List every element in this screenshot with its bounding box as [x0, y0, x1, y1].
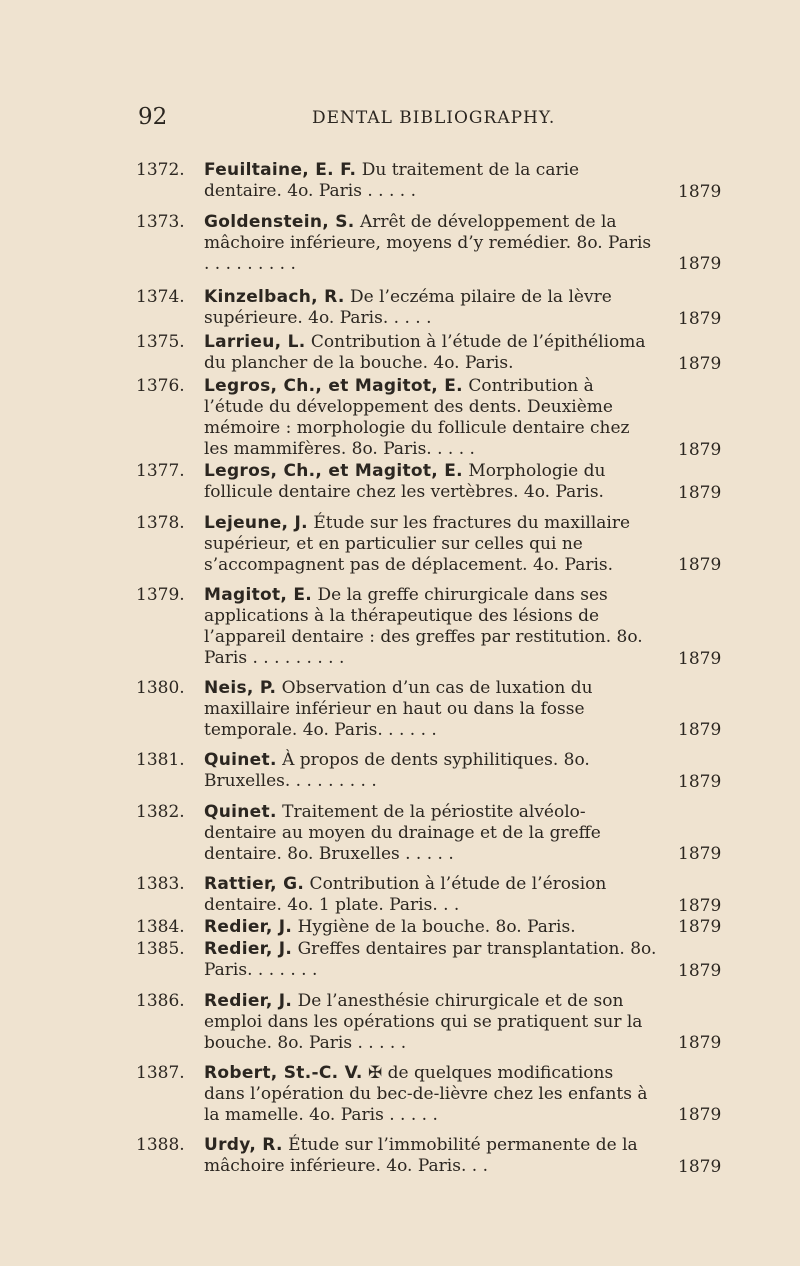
entry-year: 1879 — [678, 440, 722, 460]
entry-title: Contribution à l’étude de l’épithélioma du plancher de la bouche. 4o. Paris. — [204, 332, 646, 373]
entry-author: Neis, P. — [204, 678, 277, 698]
entry-year: 1879 — [678, 309, 722, 329]
entry-title: Hygiène de la bouche. 8o. Paris. — [292, 917, 576, 937]
entry-text — [204, 160, 658, 202]
entry-number: 1374. — [136, 287, 185, 307]
entry-author: Quinet. — [204, 802, 277, 822]
entry-text — [204, 1063, 658, 1126]
entry-text — [204, 513, 658, 576]
entry-number: 1388. — [136, 1135, 185, 1155]
entry-number: 1387. — [136, 1063, 185, 1083]
entry-title: De l’eczéma pilaire de la lèvre supérieure. 4o. Paris. . . . . — [204, 287, 612, 328]
entry-number: 1372. — [136, 160, 185, 180]
entry-text — [204, 917, 658, 938]
entry-year: 1879 — [678, 772, 722, 792]
entry-title: Arrêt de développement de la mâchoire inférieure, moyens d’y remédier. 8o. Paris . . . . . . . . . — [204, 212, 652, 274]
running-title: DENTAL BIBLIOGRAPHY. — [312, 108, 556, 128]
entry-author: Redier, J. — [204, 991, 293, 1011]
entry-author: Legros, Ch., et Magitot, E. — [204, 461, 463, 481]
entry-number: 1384. — [136, 917, 185, 937]
entry-year: 1879 — [678, 1033, 722, 1053]
page-header — [0, 104, 800, 134]
page-number: 92 — [138, 104, 168, 130]
entry-author: Redier, J. — [204, 917, 293, 937]
entry-author: Urdy, R. — [204, 1135, 283, 1155]
entry-text — [204, 461, 658, 503]
entry-title: De l’anesthésie chirurgicale et de son emploi dans les opérations qui se pratiquent sur la bouche. 8o. Paris . . . . . — [204, 991, 643, 1053]
entry-text — [204, 287, 658, 329]
entry-author: Lejeune, J. — [204, 513, 308, 533]
entry-year: 1879 — [678, 555, 722, 575]
entry-text — [204, 678, 658, 741]
entry-number: 1375. — [136, 332, 185, 352]
entry-number: 1381. — [136, 750, 185, 770]
entry-title: ✠ de quelques modifications dans l’opération du bec-de-lièvre chez les enfants à la mamelle. 4o. Paris . . . . . — [204, 1063, 648, 1125]
entry-year: 1879 — [678, 254, 722, 274]
entry-title: Observation d’un cas de luxation du maxillaire inférieur en haut ou dans la fosse temporale. 4o. Paris. . . . . . — [204, 678, 593, 740]
entry-text — [204, 585, 658, 669]
entry-number: 1383. — [136, 874, 185, 894]
entry-year: 1879 — [678, 354, 722, 374]
entry-year: 1879 — [678, 649, 722, 669]
entry-number: 1378. — [136, 513, 185, 533]
entry-author: Robert, St.-C. V. — [204, 1063, 363, 1083]
entry-year: 1879 — [678, 961, 722, 981]
entry-text — [204, 332, 658, 374]
entry-author: Larrieu, L. — [204, 332, 306, 352]
entry-author: Legros, Ch., et Magitot, E. — [204, 376, 463, 396]
entry-text — [204, 750, 658, 792]
entry-year: 1879 — [678, 1105, 722, 1125]
entry-text — [204, 802, 658, 865]
entry-year: 1879 — [678, 1157, 722, 1177]
entry-number: 1379. — [136, 585, 185, 605]
entry-year: 1879 — [678, 896, 722, 916]
entry-text — [204, 874, 658, 916]
entry-title: Étude sur les fractures du maxillaire supérieur, et en particulier sur celles qui ne s’accompagnent pas de déplacement. 4o. Paris. — [204, 513, 631, 575]
entry-author: Quinet. — [204, 750, 277, 770]
entry-author: Redier, J. — [204, 939, 293, 959]
entry-text — [204, 1135, 658, 1177]
entry-author: Goldenstein, S. — [204, 212, 355, 232]
entry-year: 1879 — [678, 483, 722, 503]
entry-title: Du traitement de la carie dentaire. 4o. Paris . . . . . — [204, 160, 580, 201]
entry-title: Greffes dentaires par transplantation. 8o. Paris. . . . . . . — [204, 939, 657, 980]
entry-year: 1879 — [678, 182, 722, 202]
entry-number: 1376. — [136, 376, 185, 396]
entry-number: 1377. — [136, 461, 185, 481]
entry-title: À propos de dents syphilitiques. 8o. Bruxelles. . . . . . . . . — [204, 750, 590, 791]
entry-author: Feuiltaine, E. F. — [204, 160, 357, 180]
entry-year: 1879 — [678, 917, 722, 937]
entry-title: Morphologie du follicule dentaire chez les vertèbres. 4o. Paris. — [204, 461, 606, 502]
entry-author: Kinzelbach, R. — [204, 287, 345, 307]
entry-title: Contribution à l’étude du développement des dents. Deuxième mémoire : morphologie du follicule dentaire chez les mammifères. 8o. Paris. . . . . — [204, 376, 630, 459]
entry-number: 1380. — [136, 678, 185, 698]
entry-title: Contribution à l’étude de l’érosion dentaire. 4o. 1 plate. Paris. . . — [204, 874, 607, 915]
entry-number: 1382. — [136, 802, 185, 822]
entry-text — [204, 991, 658, 1054]
entry-title: Étude sur l’immobilité permanente de la mâchoire inférieure. 4o. Paris. . . — [204, 1135, 638, 1176]
entry-author: Rattier, G. — [204, 874, 305, 894]
entry-title: Traitement de la périostite alvéolo-dentaire au moyen du drainage et de la greffe dentaire. 8o. Bruxelles . . . . . — [204, 802, 601, 864]
entry-number: 1373. — [136, 212, 185, 232]
entry-text — [204, 939, 658, 981]
entry-text — [204, 212, 658, 275]
entry-text — [204, 376, 658, 460]
entry-author: Magitot, E. — [204, 585, 313, 605]
entry-year: 1879 — [678, 844, 722, 864]
entry-year: 1879 — [678, 720, 722, 740]
entry-number: 1386. — [136, 991, 185, 1011]
entry-number: 1385. — [136, 939, 185, 959]
entry-title: De la greffe chirurgicale dans ses applications à la thérapeutique des lésions de l’appareil dentaire : des greffes par restitution. 8o. Paris . . . . . . . . . — [204, 585, 643, 668]
